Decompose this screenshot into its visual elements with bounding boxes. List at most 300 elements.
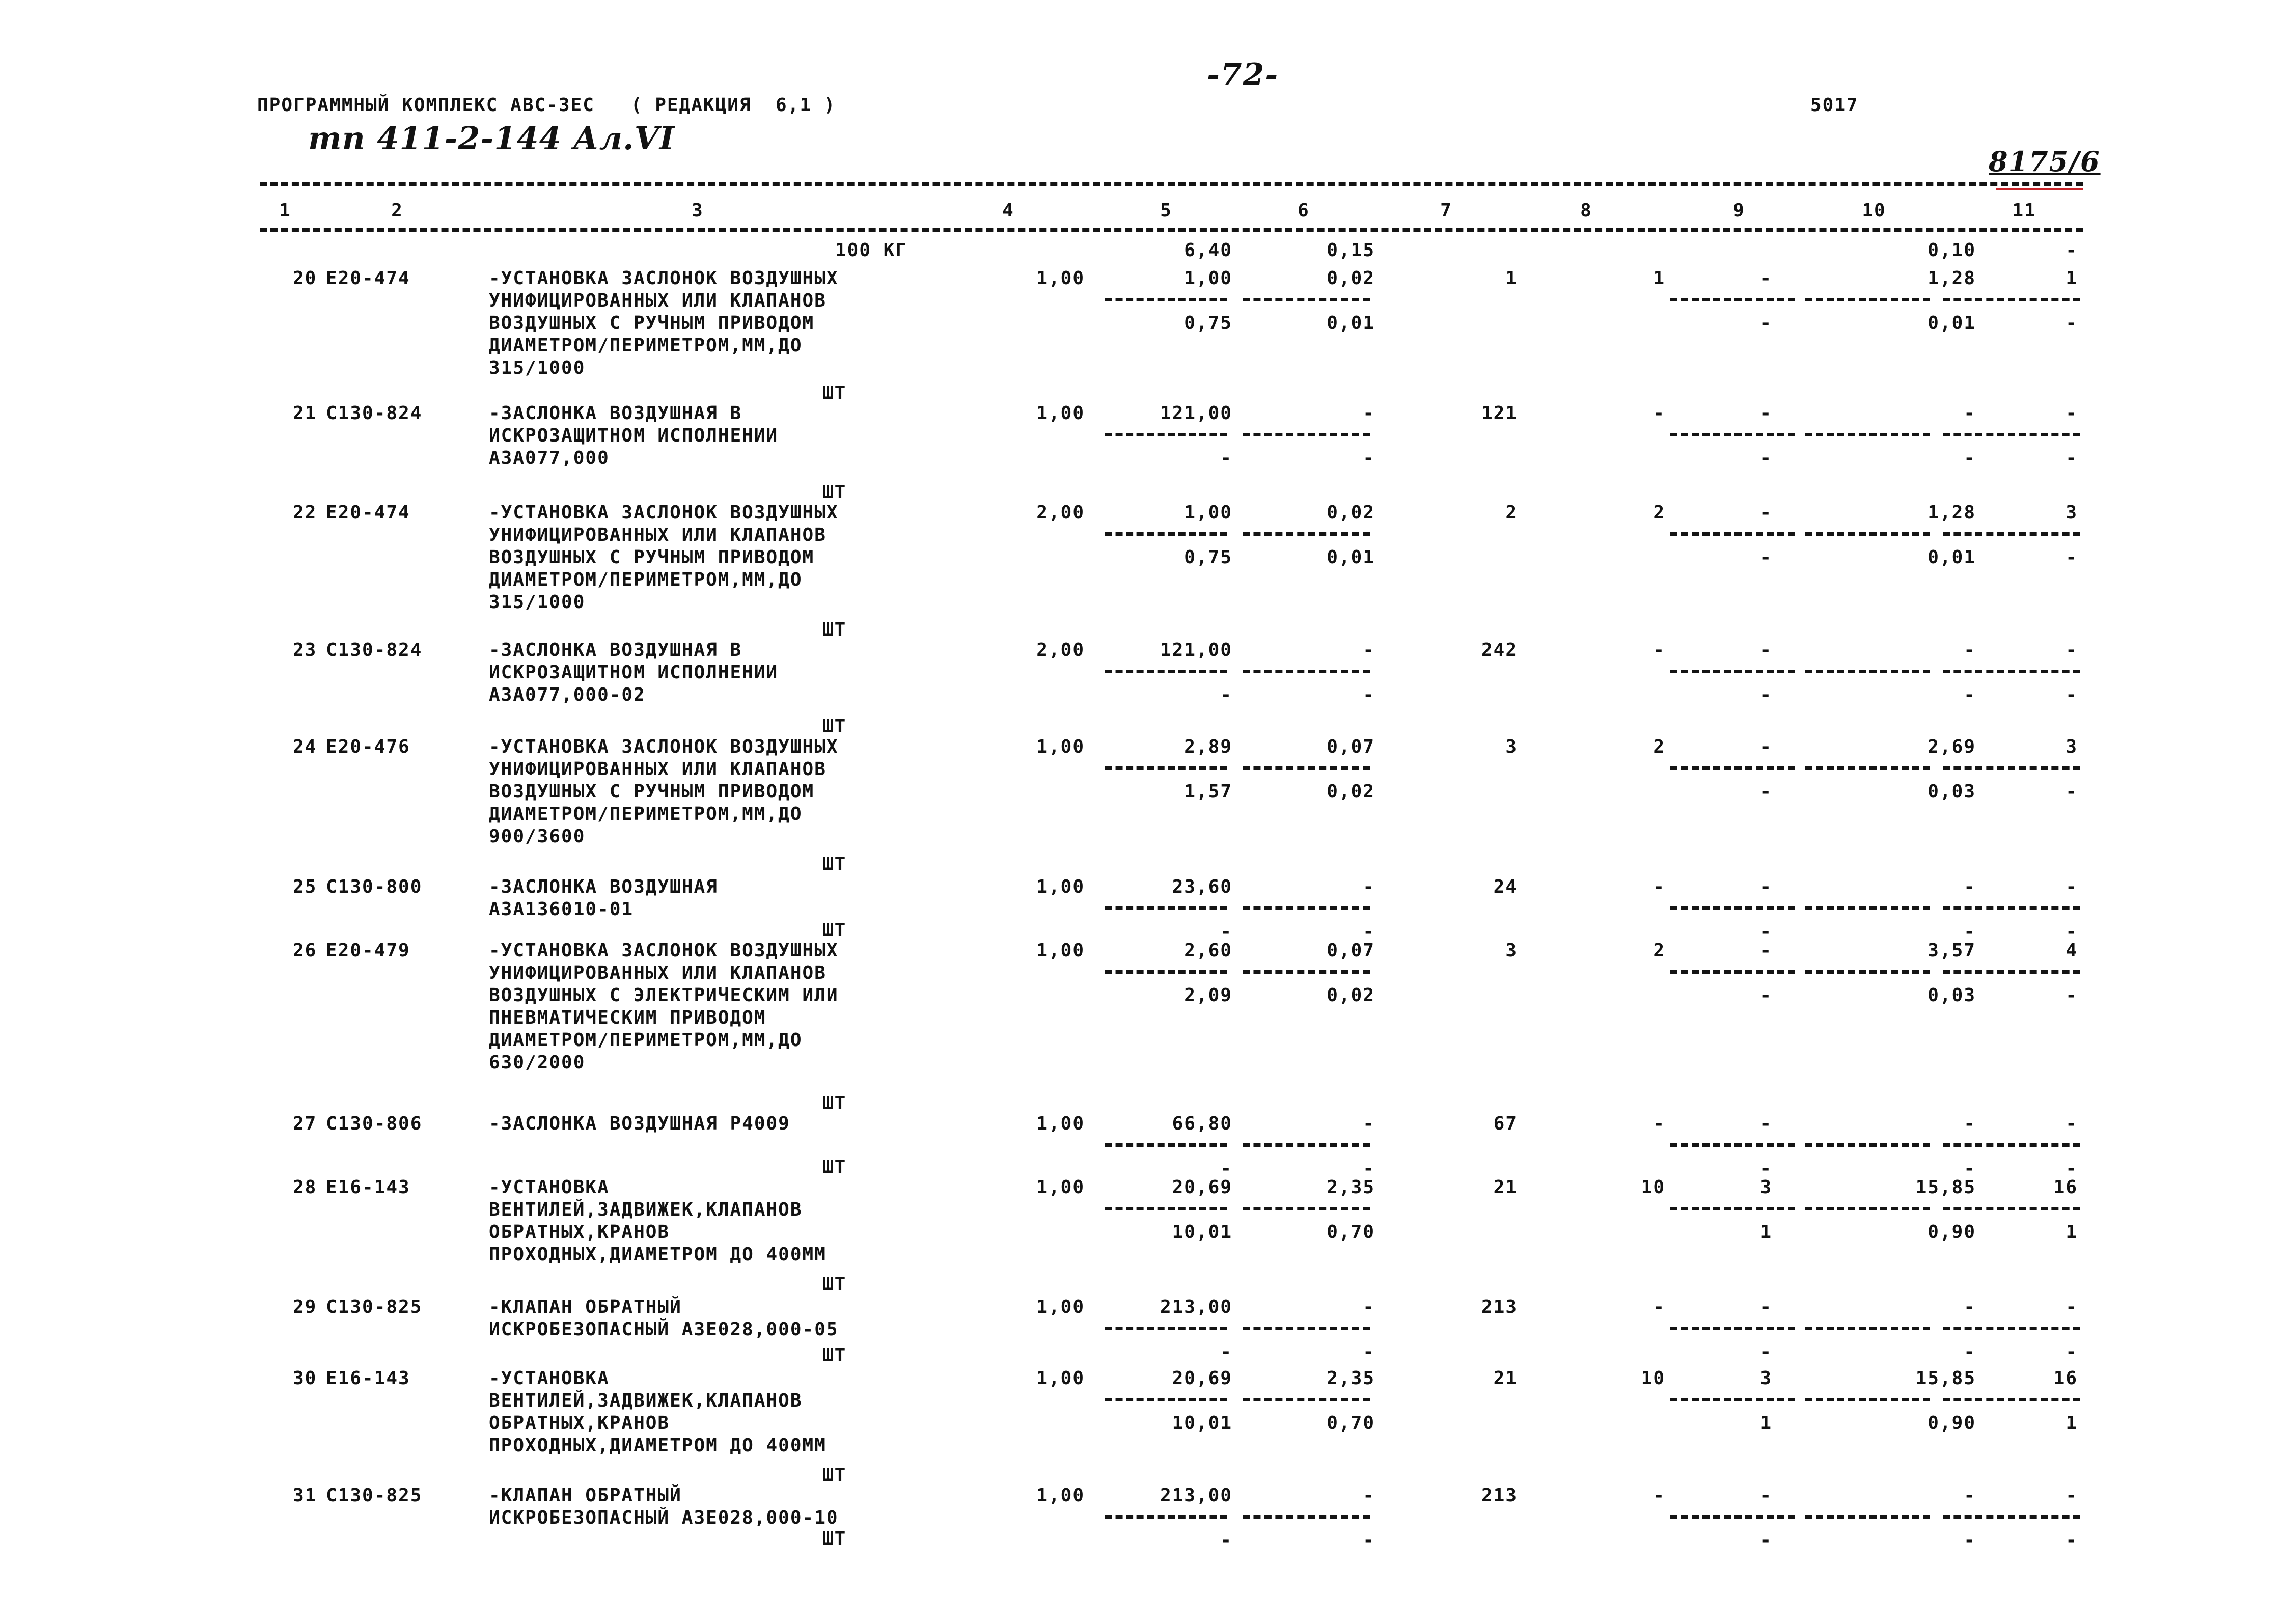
row-number: 26 [293, 940, 317, 961]
c8-wages-total: 2 [1653, 940, 1665, 961]
c6-sub-value: 0,70 [1327, 1413, 1375, 1434]
c10-sub-value: 0,01 [1927, 313, 1976, 334]
sub-rule [1105, 1515, 1227, 1519]
work-name-line: ДИАМЕТРОМ/ПЕРИМЕТРОМ,ММ,ДО [489, 569, 803, 590]
c7-total: 3 [1505, 736, 1518, 757]
sub-rule [1805, 766, 1930, 770]
c7-total: 24 [1493, 876, 1518, 897]
unit: ШТ [822, 1528, 847, 1549]
c6-wages: - [1363, 1485, 1375, 1506]
c7-total: 1 [1505, 268, 1518, 289]
c5-unit-cost: 23,60 [1172, 876, 1232, 897]
c11-labour-total: - [2065, 876, 2078, 897]
column-number: 4 [1002, 200, 1014, 221]
c7-total: 213 [1481, 1297, 1518, 1317]
c11-sub-value: - [2065, 448, 2078, 469]
sub-rule [1670, 766, 1795, 770]
c11-labour-total: - [2065, 403, 2078, 424]
unit: ШТ [822, 1157, 847, 1177]
work-name-line: ПНЕВМАТИЧЕСКИМ ПРИВОДОМ [489, 1007, 766, 1028]
sub-rule [1943, 1398, 2080, 1401]
work-name-line: ПРОХОДНЫХ,ДИАМЕТРОМ ДО 400ММ [489, 1435, 827, 1456]
c6-wages: 0,07 [1327, 736, 1375, 757]
rate-code: С130-824 [326, 403, 423, 424]
c9-machines: - [1760, 1485, 1772, 1506]
sub-rule [1243, 1207, 1370, 1210]
sub-rule [1105, 1327, 1227, 1330]
c11-labour-total: - [2065, 1297, 2078, 1317]
c5-unit-cost: 66,80 [1172, 1113, 1232, 1134]
sub-rule [1243, 1143, 1370, 1147]
sub-rule [1805, 1398, 1930, 1401]
rate-code: Е20-476 [326, 736, 410, 757]
c9-machines: - [1760, 1113, 1772, 1134]
c9-machines: - [1760, 1297, 1772, 1317]
c9-sub-value: - [1760, 684, 1772, 705]
column-number: 1 [279, 200, 291, 221]
c7-total: 67 [1493, 1113, 1518, 1134]
sub-rule [1105, 298, 1227, 301]
c5-sub-value: - [1220, 448, 1232, 469]
work-name-line: -ЗАСЛОНКА ВОЗДУШНАЯ В [489, 640, 742, 660]
rate-code: С130-800 [326, 876, 423, 897]
first-c5: 6,40 [1184, 240, 1232, 261]
work-name-line: ОБРАТНЫХ,КРАНОВ [489, 1413, 670, 1434]
c11-sub-value: - [2065, 313, 2078, 334]
c6-sub-value: - [1363, 1530, 1375, 1551]
c11-labour-total: - [2065, 1485, 2078, 1506]
c11-labour-total: 1 [2065, 268, 2078, 289]
c8-wages-total: - [1653, 1297, 1665, 1317]
c9-machines: - [1760, 403, 1772, 424]
c10-sub-value: 0,03 [1927, 985, 1976, 1006]
rate-code: Е20-479 [326, 940, 410, 961]
unit: ШТ [822, 1274, 847, 1295]
sub-rule [1105, 670, 1227, 673]
c9-sub-value: - [1760, 1341, 1772, 1362]
c10-sub-value: 0,90 [1927, 1222, 1976, 1243]
c11-labour-total: 4 [2065, 940, 2078, 961]
work-name-line: ИСКРОБЕЗОПАСНЫЙ АЗЕ028,000-05 [489, 1319, 839, 1340]
work-name-line: 900/3600 [489, 826, 586, 847]
sub-rule [1805, 298, 1930, 301]
c10-labour: 3,57 [1927, 940, 1976, 961]
c6-sub-value: 0,02 [1327, 985, 1375, 1006]
c8-wages-total: 1 [1653, 268, 1665, 289]
sub-rule [1105, 766, 1227, 770]
c11-sub-value: - [2065, 1158, 2078, 1179]
work-name-line: -УСТАНОВКА ЗАСЛОНОК ВОЗДУШНЫХ [489, 268, 839, 289]
c11-sub-value: - [2065, 781, 2078, 802]
c4-quantity: 1,00 [1036, 1177, 1085, 1198]
sub-rule [1243, 670, 1370, 673]
work-name-line: -УСТАНОВКА [489, 1368, 610, 1389]
work-name-line: ДИАМЕТРОМ/ПЕРИМЕТРОМ,ММ,ДО [489, 804, 803, 824]
sub-rule [1805, 670, 1930, 673]
c6-wages: 2,35 [1327, 1368, 1375, 1389]
c8-wages-total: - [1653, 1485, 1665, 1506]
unit: ШТ [822, 1345, 847, 1366]
c6-wages: - [1363, 403, 1375, 424]
column-number: 8 [1580, 200, 1592, 221]
table-top-rule [260, 182, 2083, 186]
c8-wages-total: 10 [1641, 1177, 1665, 1198]
row-number: 24 [293, 736, 317, 757]
work-name-line: ВЕНТИЛЕЙ,ЗАДВИЖЕК,КЛАПАНОВ [489, 1199, 803, 1220]
row-number: 20 [293, 268, 317, 289]
work-name-line: -ЗАСЛОНКА ВОЗДУШНАЯ [489, 876, 718, 897]
header-bottom-rule [260, 228, 2083, 232]
sub-rule [1943, 1515, 2080, 1519]
work-name-line: 630/2000 [489, 1052, 586, 1073]
sub-rule [1943, 1207, 2080, 1210]
c10-labour: 15,85 [1915, 1177, 1976, 1198]
c4-quantity: 1,00 [1036, 940, 1085, 961]
sub-rule [1105, 1398, 1227, 1401]
c5-sub-value: - [1220, 1158, 1232, 1179]
unit: ШТ [822, 1093, 847, 1114]
c11-sub-value: - [2065, 1341, 2078, 1362]
c8-wages-total: 10 [1641, 1368, 1665, 1389]
work-name-line: -УСТАНОВКА ЗАСЛОНОК ВОЗДУШНЫХ [489, 502, 839, 523]
column-number: 7 [1440, 200, 1452, 221]
document-code: тп 411-2-144 Ал.VI [308, 120, 675, 157]
row-number: 30 [293, 1368, 317, 1389]
c6-sub-value: 0,02 [1327, 781, 1375, 802]
c11-labour-total: 16 [2053, 1177, 2078, 1198]
c10-sub-value: 0,90 [1927, 1413, 1976, 1434]
first-unit: 100 КГ [835, 240, 908, 261]
c11-labour-total: - [2065, 640, 2078, 660]
sub-rule [1805, 1207, 1930, 1210]
c5-unit-cost: 121,00 [1160, 640, 1232, 660]
sub-rule [1943, 766, 2080, 770]
work-name-line: 315/1000 [489, 357, 586, 378]
sub-rule [1243, 766, 1370, 770]
c9-sub-value: - [1760, 448, 1772, 469]
c4-quantity: 1,00 [1036, 1297, 1085, 1317]
c6-wages: - [1363, 1113, 1375, 1134]
c9-sub-value: - [1760, 1158, 1772, 1179]
sub-rule [1243, 1327, 1370, 1330]
work-name-line: АЗА077,000 [489, 448, 610, 469]
sub-rule [1105, 970, 1227, 974]
c11-labour-total: 3 [2065, 502, 2078, 523]
sub-rule [1805, 1143, 1930, 1147]
c10-labour: 1,28 [1927, 268, 1976, 289]
sub-rule [1243, 433, 1370, 436]
column-number: 9 [1733, 200, 1745, 221]
sub-rule [1805, 906, 1930, 910]
row-number: 29 [293, 1297, 317, 1317]
c10-labour: - [1964, 403, 1976, 424]
c7-total: 121 [1481, 403, 1518, 424]
c11-sub-value: - [2065, 985, 2078, 1006]
sub-rule [1105, 1207, 1227, 1210]
rate-code: Е16-143 [326, 1177, 410, 1198]
c10-sub-value: - [1964, 684, 1976, 705]
c4-quantity: 1,00 [1036, 403, 1085, 424]
work-name-line: ИСКРОБЕЗОПАСНЫЙ АЗЕ028,000-10 [489, 1507, 839, 1528]
sub-rule [1105, 906, 1227, 910]
row-number: 25 [293, 876, 317, 897]
c5-sub-value: - [1220, 1341, 1232, 1362]
sub-rule [1670, 670, 1795, 673]
row-number: 28 [293, 1177, 317, 1198]
c6-sub-value: 0,01 [1327, 547, 1375, 568]
program-title: ПРОГРАММНЫЙ КОМПЛЕКС АВС-ЗЕС ( РЕДАКЦИЯ 6,1 ) [257, 95, 836, 116]
rate-code: Е16-143 [326, 1368, 410, 1389]
unit: ШТ [822, 382, 847, 403]
column-number: 10 [1862, 200, 1886, 221]
sub-rule [1670, 906, 1795, 910]
rate-code: С130-825 [326, 1485, 423, 1506]
first-c6: 0,15 [1327, 240, 1375, 261]
c5-sub-value: 0,75 [1184, 547, 1232, 568]
c6-wages: - [1363, 640, 1375, 660]
c5-unit-cost: 121,00 [1160, 403, 1232, 424]
work-name-line: ИСКРОЗАЩИТНОМ ИСПОЛНЕНИИ [489, 425, 779, 446]
c4-quantity: 2,00 [1036, 502, 1085, 523]
c6-wages: 0,02 [1327, 268, 1375, 289]
unit: ШТ [822, 1465, 847, 1485]
sub-rule [1670, 1398, 1795, 1401]
sub-rule [1105, 1143, 1227, 1147]
sub-rule [1243, 970, 1370, 974]
sub-rule [1670, 970, 1795, 974]
c10-labour: - [1964, 640, 1976, 660]
work-name-line: ВОЗДУШНЫХ С ЭЛЕКТРИЧЕСКИМ ИЛИ [489, 985, 839, 1006]
c4-quantity: 1,00 [1036, 268, 1085, 289]
c9-sub-value: - [1760, 547, 1772, 568]
c5-unit-cost: 1,00 [1184, 502, 1232, 523]
unit: ШТ [822, 482, 847, 503]
c9-machines: 3 [1760, 1177, 1772, 1198]
work-name-line: ИСКРОЗАЩИТНОМ ИСПОЛНЕНИИ [489, 662, 779, 683]
c9-machines: 3 [1760, 1368, 1772, 1389]
rate-code: Е20-474 [326, 268, 410, 289]
sub-rule [1670, 1515, 1795, 1519]
unit: ШТ [822, 619, 847, 640]
sub-rule [1943, 670, 2080, 673]
c9-machines: - [1760, 268, 1772, 289]
c8-wages-total: - [1653, 1113, 1665, 1134]
c11-sub-value: - [2065, 1530, 2078, 1551]
c9-sub-value: 1 [1760, 1222, 1772, 1243]
sub-rule [1243, 1398, 1370, 1401]
c6-wages: 0,07 [1327, 940, 1375, 961]
work-name-line: -ЗАСЛОНКА ВОЗДУШНАЯ В [489, 403, 742, 424]
work-name-line: -КЛАПАН ОБРАТНЫЙ [489, 1297, 682, 1317]
sub-rule [1943, 906, 2080, 910]
c9-sub-value: 1 [1760, 1413, 1772, 1434]
c5-unit-cost: 2,89 [1184, 736, 1232, 757]
sub-rule [1943, 1143, 2080, 1147]
c4-quantity: 1,00 [1036, 1485, 1085, 1506]
c9-sub-value: - [1760, 1530, 1772, 1551]
sub-rule [1105, 532, 1227, 536]
c5-sub-value: - [1220, 1530, 1232, 1551]
sub-rule [1670, 1207, 1795, 1210]
c8-wages-total: - [1653, 403, 1665, 424]
c5-unit-cost: 213,00 [1160, 1297, 1232, 1317]
sub-rule [1243, 1515, 1370, 1519]
c10-sub-value: - [1964, 921, 1976, 942]
c6-sub-value: - [1363, 448, 1375, 469]
c11-labour-total: 3 [2065, 736, 2078, 757]
sub-rule [1805, 433, 1930, 436]
page-number: -72- [1207, 57, 1279, 93]
c4-quantity: 1,00 [1036, 1113, 1085, 1134]
sub-rule [1805, 1515, 1930, 1519]
sub-rule [1670, 298, 1795, 301]
sub-rule [1670, 532, 1795, 536]
sub-rule [1805, 1327, 1930, 1330]
sub-rule [1105, 433, 1227, 436]
sub-rule [1943, 1327, 2080, 1330]
work-name-line: -КЛАПАН ОБРАТНЫЙ [489, 1485, 682, 1506]
c4-quantity: 1,00 [1036, 736, 1085, 757]
c9-machines: - [1760, 502, 1772, 523]
c6-sub-value: - [1363, 1158, 1375, 1179]
c10-labour: 15,85 [1915, 1368, 1976, 1389]
c8-wages-total: 2 [1653, 502, 1665, 523]
c8-wages-total: - [1653, 640, 1665, 660]
work-name-line: ВЕНТИЛЕЙ,ЗАДВИЖЕК,КЛАПАНОВ [489, 1390, 803, 1411]
c10-sub-value: - [1964, 1158, 1976, 1179]
c6-wages: 2,35 [1327, 1177, 1375, 1198]
c5-sub-value: - [1220, 684, 1232, 705]
c9-sub-value: - [1760, 985, 1772, 1006]
c10-labour: - [1964, 1297, 1976, 1317]
c6-wages: 0,02 [1327, 502, 1375, 523]
work-name-line: ВОЗДУШНЫХ С РУЧНЫМ ПРИВОДОМ [489, 313, 815, 334]
c7-total: 21 [1493, 1368, 1518, 1389]
sub-rule [1943, 298, 2080, 301]
column-number: 11 [2012, 200, 2036, 221]
c9-sub-value: - [1760, 313, 1772, 334]
sheet-number: 5017 [1810, 95, 1859, 116]
column-number: 6 [1298, 200, 1310, 221]
c5-sub-value: 10,01 [1172, 1222, 1232, 1243]
c7-total: 242 [1481, 640, 1518, 660]
work-name-line: УНИФИЦИРОВАННЫХ ИЛИ КЛАПАНОВ [489, 525, 827, 545]
sub-rule [1805, 532, 1930, 536]
c11-labour-total: 16 [2053, 1368, 2078, 1389]
work-name-line: ДИАМЕТРОМ/ПЕРИМЕТРОМ,ММ,ДО [489, 1030, 803, 1051]
row-number: 21 [293, 403, 317, 424]
c11-labour-total: - [2065, 1113, 2078, 1134]
c8-wages-total: - [1653, 876, 1665, 897]
column-number: 3 [692, 200, 704, 221]
work-name-line: ДИАМЕТРОМ/ПЕРИМЕТРОМ,ММ,ДО [489, 335, 803, 356]
c5-sub-value: 0,75 [1184, 313, 1232, 334]
c6-wages: - [1363, 876, 1375, 897]
work-name-line: ОБРАТНЫХ,КРАНОВ [489, 1222, 670, 1243]
c10-labour: 1,28 [1927, 502, 1976, 523]
c11-sub-value: - [2065, 684, 2078, 705]
c7-total: 213 [1481, 1485, 1518, 1506]
c5-unit-cost: 2,60 [1184, 940, 1232, 961]
c5-unit-cost: 20,69 [1172, 1177, 1232, 1198]
row-number: 31 [293, 1485, 317, 1506]
c11-sub-value: - [2065, 547, 2078, 568]
c10-sub-value: - [1964, 448, 1976, 469]
sub-rule [1243, 906, 1370, 910]
sub-rule [1243, 298, 1370, 301]
row-number: 22 [293, 502, 317, 523]
c9-sub-value: - [1760, 921, 1772, 942]
c7-total: 3 [1505, 940, 1518, 961]
c4-quantity: 1,00 [1036, 876, 1085, 897]
red-underline [1996, 188, 2083, 190]
c11-sub-value: - [2065, 921, 2078, 942]
column-number: 5 [1160, 200, 1172, 221]
column-number: 2 [391, 200, 403, 221]
sub-rule [1805, 970, 1930, 974]
c5-sub-value: 2,09 [1184, 985, 1232, 1006]
rate-code: С130-824 [326, 640, 423, 660]
c7-total: 21 [1493, 1177, 1518, 1198]
c10-labour: - [1964, 1113, 1976, 1134]
sub-rule [1943, 433, 2080, 436]
c10-labour: - [1964, 1485, 1976, 1506]
sub-rule [1670, 433, 1795, 436]
sub-rule [1243, 532, 1370, 536]
sheet-code: 8175/6 [1989, 145, 2101, 178]
row-number: 27 [293, 1113, 317, 1134]
work-name-line: ВОЗДУШНЫХ С РУЧНЫМ ПРИВОДОМ [489, 781, 815, 802]
c9-machines: - [1760, 736, 1772, 757]
work-name-line: -УСТАНОВКА ЗАСЛОНОК ВОЗДУШНЫХ [489, 736, 839, 757]
work-name-line: -ЗАСЛОНКА ВОЗДУШНАЯ Р4009 [489, 1113, 790, 1134]
work-name-line: -УСТАНОВКА [489, 1177, 610, 1198]
c9-machines: - [1760, 940, 1772, 961]
c9-machines: - [1760, 876, 1772, 897]
c10-sub-value: 0,01 [1927, 547, 1976, 568]
c10-sub-value: - [1964, 1341, 1976, 1362]
unit: ШТ [822, 920, 847, 941]
c10-sub-value: 0,03 [1927, 781, 1976, 802]
c5-unit-cost: 1,00 [1184, 268, 1232, 289]
c5-unit-cost: 213,00 [1160, 1485, 1232, 1506]
c5-unit-cost: 20,69 [1172, 1368, 1232, 1389]
work-name-line: АЗА136010-01 [489, 899, 634, 920]
work-name-line: УНИФИЦИРОВАННЫХ ИЛИ КЛАПАНОВ [489, 759, 827, 780]
c11-sub-value: 1 [2065, 1222, 2078, 1243]
sub-rule [1670, 1143, 1795, 1147]
c6-sub-value: - [1363, 1341, 1375, 1362]
unit: ШТ [822, 716, 847, 737]
c5-sub-value: - [1220, 921, 1232, 942]
c11-sub-value: 1 [2065, 1413, 2078, 1434]
rate-code: Е20-474 [326, 502, 410, 523]
c10-sub-value: - [1964, 1530, 1976, 1551]
c6-sub-value: - [1363, 921, 1375, 942]
first-c10: 0,10 [1927, 240, 1976, 261]
c4-quantity: 2,00 [1036, 640, 1085, 660]
work-name-line: УНИФИЦИРОВАННЫХ ИЛИ КЛАПАНОВ [489, 962, 827, 983]
c9-sub-value: - [1760, 781, 1772, 802]
rate-code: С130-825 [326, 1297, 423, 1317]
rate-code: С130-806 [326, 1113, 423, 1134]
c6-sub-value: 0,70 [1327, 1222, 1375, 1243]
row-number: 23 [293, 640, 317, 660]
c6-sub-value: - [1363, 684, 1375, 705]
sub-rule [1943, 970, 2080, 974]
work-name-line: АЗА077,000-02 [489, 684, 646, 705]
c10-labour: - [1964, 876, 1976, 897]
